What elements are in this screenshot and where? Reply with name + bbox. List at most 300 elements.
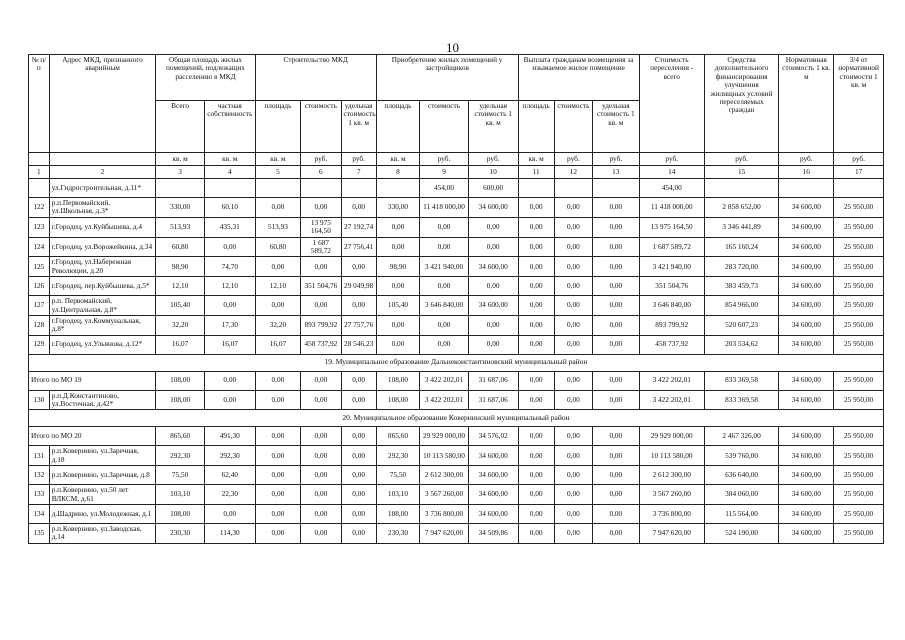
value-cell: 165 160,24 — [704, 237, 779, 257]
value-cell: 98,90 — [376, 257, 419, 277]
row-number: 130 — [29, 390, 50, 410]
value-cell: 520 607,23 — [704, 315, 779, 335]
section-row — [29, 354, 884, 371]
value-cell: 0,00 — [593, 524, 640, 544]
value-cell: 0,00 — [593, 446, 640, 466]
address-cell: р.п.Ковернино, ул.Заводская, д.14 — [49, 524, 156, 544]
unit-cell: руб. — [301, 153, 341, 166]
value-cell: 0,00 — [341, 466, 376, 485]
address-cell: г.Городец, ул.Ульянова, д.12* — [49, 335, 156, 354]
value-cell: 34 600,00 — [779, 446, 834, 466]
table-row — [29, 466, 884, 485]
value-cell: 0,00 — [554, 466, 592, 485]
column-number: 14 — [639, 166, 704, 179]
value-cell: 29 929 000,00 — [420, 427, 469, 446]
header-comp-area: площадь — [518, 101, 554, 153]
value-cell — [518, 179, 554, 198]
value-cell: 16,07 — [204, 335, 255, 354]
value-cell: 31 687,06 — [468, 371, 518, 390]
value-cell: 0,00 — [255, 390, 301, 410]
value-cell: 0,00 — [593, 427, 640, 446]
unit-cell: руб. — [554, 153, 592, 166]
total-label: Итого по МО 20 — [29, 427, 156, 446]
value-cell: 29 929 000,00 — [639, 427, 704, 446]
value-cell: 513,93 — [156, 217, 205, 237]
value-cell: 0,00 — [255, 446, 301, 466]
value-cell: 2 612 300,00 — [639, 466, 704, 485]
value-cell: 0,00 — [518, 257, 554, 277]
value-cell: 22,30 — [204, 485, 255, 505]
value-cell: 25 950,00 — [834, 257, 884, 277]
address-cell: г.Городец, ул.Набережная Революции, д.20 — [49, 257, 156, 277]
value-cell — [554, 179, 592, 198]
value-cell: 0,00 — [301, 390, 341, 410]
value-cell: 0,00 — [554, 505, 592, 524]
address-cell: г.Городец, ул.Ворожейкина, д.34 — [49, 237, 156, 257]
value-cell: 330,00 — [376, 198, 419, 218]
row-number: 127 — [29, 296, 50, 316]
value-cell: 25 950,00 — [834, 427, 884, 446]
row-number: 126 — [29, 277, 50, 296]
column-numbers-row — [29, 166, 884, 179]
table-row — [29, 277, 884, 296]
value-cell: 12,10 — [255, 277, 301, 296]
value-cell: 458 737,92 — [301, 335, 341, 354]
value-cell: 60,80 — [255, 237, 301, 257]
value-cell: 32,20 — [255, 315, 301, 335]
value-cell: 0,00 — [593, 466, 640, 485]
value-cell: 383 459,73 — [704, 277, 779, 296]
unit-cell: кв. м — [255, 153, 301, 166]
value-cell: 17,30 — [204, 315, 255, 335]
row-number: 135 — [29, 524, 50, 544]
value-cell: 34 600,00 — [779, 277, 834, 296]
table-row — [29, 446, 884, 466]
address-cell: р.п.Ковернино, ул.50 лет ВЛКСМ, д.61 — [49, 485, 156, 505]
row-number: 131 — [29, 446, 50, 466]
value-cell: 0,00 — [301, 198, 341, 218]
header-compensation: Выплата гражданам возмещения за изымаемое жилое помещение — [518, 55, 639, 101]
value-cell: 0,00 — [301, 524, 341, 544]
value-cell — [376, 179, 419, 198]
unit-cell: кв. м — [156, 153, 205, 166]
value-cell: 0,00 — [255, 485, 301, 505]
value-cell: 2 467 326,00 — [704, 427, 779, 446]
row-number: 128 — [29, 315, 50, 335]
value-cell: 108,00 — [376, 371, 419, 390]
value-cell: 0,00 — [468, 335, 518, 354]
value-cell: 0,00 — [341, 371, 376, 390]
value-cell: 0,00 — [518, 371, 554, 390]
value-cell — [204, 179, 255, 198]
value-cell: 0,00 — [301, 466, 341, 485]
value-cell: 0,00 — [554, 217, 592, 237]
total-row — [29, 371, 884, 390]
value-cell — [255, 179, 301, 198]
value-cell: 0,00 — [301, 257, 341, 277]
header-comp-cost: стоимость — [554, 101, 592, 153]
table-row — [29, 237, 884, 257]
header-relocation-cost: Стоимость переселения - всего — [639, 55, 704, 153]
value-cell: 1 687 589,72 — [301, 237, 341, 257]
value-cell: 62,40 — [204, 466, 255, 485]
value-cell: 600,00 — [468, 179, 518, 198]
value-cell: 7 947 620,00 — [420, 524, 469, 544]
value-cell: 25 950,00 — [834, 446, 884, 466]
column-number: 8 — [376, 166, 419, 179]
value-cell: 0,00 — [593, 390, 640, 410]
value-cell: 34 600,00 — [779, 427, 834, 446]
value-cell: 25 950,00 — [834, 524, 884, 544]
value-cell: 0,00 — [301, 485, 341, 505]
header-total-area: Общая площадь жилых помещений, подлежащих расселению в МКД — [156, 55, 255, 101]
value-cell: 0,00 — [420, 217, 469, 237]
value-cell: 3 736 800,00 — [420, 505, 469, 524]
column-number: 5 — [255, 166, 301, 179]
value-cell: 11 418 000,00 — [639, 198, 704, 218]
value-cell: 13 975 164,50 — [639, 217, 704, 237]
value-cell: 0,00 — [255, 466, 301, 485]
value-cell: 25 950,00 — [834, 277, 884, 296]
value-cell: 103,10 — [376, 485, 419, 505]
row-number: 124 — [29, 237, 50, 257]
value-cell: 0,00 — [554, 427, 592, 446]
value-cell: 75,50 — [156, 466, 205, 485]
value-cell — [704, 179, 779, 198]
address-cell: р.п. Первомайский, ул.Центральная, д.8* — [49, 296, 156, 316]
value-cell: 0,00 — [554, 485, 592, 505]
value-cell: 108,00 — [156, 371, 205, 390]
value-cell: 0,00 — [255, 524, 301, 544]
value-cell: 330,00 — [156, 198, 205, 218]
value-cell: 103,10 — [156, 485, 205, 505]
value-cell: 435,31 — [204, 217, 255, 237]
value-cell: 454,00 — [420, 179, 469, 198]
value-cell — [341, 179, 376, 198]
value-cell: 292,30 — [376, 446, 419, 466]
value-cell: 13 975 164,50 — [301, 217, 341, 237]
value-cell: 34 600,00 — [779, 505, 834, 524]
relocation-table — [28, 54, 884, 544]
header-norm-cost: Нормативная стоимость 1 кв. м — [779, 55, 834, 153]
value-cell: 0,00 — [518, 277, 554, 296]
row-number: 123 — [29, 217, 50, 237]
header-acq-unit: удельная стоимость 1 кв. м — [468, 101, 518, 153]
value-cell: 34 600,00 — [779, 485, 834, 505]
value-cell: 0,00 — [341, 505, 376, 524]
column-number: 12 — [554, 166, 592, 179]
value-cell: 27 757,76 — [341, 315, 376, 335]
column-number: 16 — [779, 166, 834, 179]
value-cell: 0,00 — [554, 390, 592, 410]
value-cell: 454,00 — [639, 179, 704, 198]
value-cell: 0,00 — [255, 505, 301, 524]
value-cell: 3 422 202,01 — [639, 371, 704, 390]
unit-cell: кв. м — [518, 153, 554, 166]
value-cell: 3 567 260,00 — [420, 485, 469, 505]
value-cell: 0,00 — [593, 277, 640, 296]
value-cell: 0,00 — [554, 198, 592, 218]
value-cell — [593, 179, 640, 198]
value-cell: 11 418 000,00 — [420, 198, 469, 218]
value-cell: 0,00 — [204, 296, 255, 316]
unit-cell: руб. — [834, 153, 884, 166]
value-cell: 0,00 — [376, 315, 419, 335]
value-cell: 0,00 — [255, 371, 301, 390]
value-cell: 10 113 580,00 — [639, 446, 704, 466]
value-cell: 0,00 — [518, 237, 554, 257]
value-cell: 0,00 — [593, 198, 640, 218]
value-cell: 230,30 — [156, 524, 205, 544]
value-cell: 34 600,00 — [779, 315, 834, 335]
column-number: 11 — [518, 166, 554, 179]
value-cell: 0,00 — [204, 390, 255, 410]
column-number: 17 — [834, 166, 884, 179]
value-cell: 3 422 202,01 — [639, 390, 704, 410]
value-cell: 0,00 — [518, 446, 554, 466]
row-number: 134 — [29, 505, 50, 524]
section-title: 20. Муниципальное образование Ковернинский муниципальный район — [29, 410, 884, 427]
value-cell: 0,00 — [301, 505, 341, 524]
value-cell: 0,00 — [341, 524, 376, 544]
value-cell: 0,00 — [518, 217, 554, 237]
value-cell: 0,00 — [554, 277, 592, 296]
value-cell: 25 950,00 — [834, 237, 884, 257]
value-cell — [779, 179, 834, 198]
value-cell: 74,70 — [204, 257, 255, 277]
value-cell: 0,00 — [341, 485, 376, 505]
value-cell: 0,00 — [593, 296, 640, 316]
value-cell: 12,10 — [204, 277, 255, 296]
value-cell: 25 950,00 — [834, 390, 884, 410]
value-cell: 854 966,00 — [704, 296, 779, 316]
value-cell: 105,40 — [156, 296, 205, 316]
value-cell: 0,00 — [554, 315, 592, 335]
value-cell: 351 504,76 — [639, 277, 704, 296]
value-cell: 0,00 — [204, 371, 255, 390]
value-cell: 230,30 — [376, 524, 419, 544]
value-cell: 283 720,00 — [704, 257, 779, 277]
value-cell: 351 504,76 — [301, 277, 341, 296]
value-cell: 0,00 — [593, 237, 640, 257]
column-number: 15 — [704, 166, 779, 179]
value-cell: 0,00 — [518, 427, 554, 446]
value-cell: 34 600,00 — [779, 257, 834, 277]
address-cell: д.Шадрино, ул.Молодежная, д.1 — [49, 505, 156, 524]
header-acq-area: площадь — [376, 101, 419, 153]
value-cell: 34 600,00 — [779, 335, 834, 354]
address-cell: ул.Гидростроительная, д.11* — [49, 179, 156, 198]
value-cell: 34 600,00 — [468, 505, 518, 524]
value-cell: 539 760,00 — [704, 446, 779, 466]
address-cell: р.п.Ковернино, ул.Заречная, д.18 — [49, 446, 156, 466]
value-cell: 3 346 441,89 — [704, 217, 779, 237]
column-number: 9 — [420, 166, 469, 179]
column-number: 1 — [29, 166, 50, 179]
value-cell: 0,00 — [518, 198, 554, 218]
value-cell: 27 192,74 — [341, 217, 376, 237]
value-cell: 0,00 — [341, 390, 376, 410]
table-row — [29, 505, 884, 524]
value-cell: 60,10 — [204, 198, 255, 218]
value-cell: 0,00 — [301, 446, 341, 466]
row-number: 133 — [29, 485, 50, 505]
address-cell: г.Городец, ул.Коммунальная, д.8* — [49, 315, 156, 335]
unit-cell: кв. м — [376, 153, 419, 166]
value-cell: 0,00 — [301, 427, 341, 446]
value-cell: 34 600,00 — [468, 446, 518, 466]
value-cell: 0,00 — [341, 446, 376, 466]
value-cell: 0,00 — [554, 335, 592, 354]
value-cell: 0,00 — [255, 296, 301, 316]
header-address: Адрес МКД, признанного аварийным — [49, 55, 156, 153]
value-cell: 3 421 940,00 — [420, 257, 469, 277]
value-cell: 0,00 — [468, 315, 518, 335]
address-cell: р.п.Д.Константиново, ул.Восточная, д.42* — [49, 390, 156, 410]
value-cell: 0,00 — [518, 315, 554, 335]
value-cell: 292,30 — [156, 446, 205, 466]
value-cell: 32,20 — [156, 315, 205, 335]
value-cell: 34 600,00 — [779, 198, 834, 218]
header-acq-cost: стоимость — [420, 101, 469, 153]
header-total-all: Всего — [156, 101, 205, 153]
value-cell — [156, 179, 205, 198]
value-cell: 27 756,41 — [341, 237, 376, 257]
value-cell: 0,00 — [255, 427, 301, 446]
value-cell: 0,00 — [376, 335, 419, 354]
value-cell: 34 600,00 — [779, 296, 834, 316]
value-cell: 60,80 — [156, 237, 205, 257]
table-header — [29, 55, 884, 179]
value-cell: 0,00 — [518, 335, 554, 354]
value-cell: 636 640,00 — [704, 466, 779, 485]
column-number: 4 — [204, 166, 255, 179]
column-number: 2 — [49, 166, 156, 179]
address-cell: р.п.Ковернино, ул.Заречная, д.8 — [49, 466, 156, 485]
value-cell: 0,00 — [554, 446, 592, 466]
value-cell: 25 950,00 — [834, 485, 884, 505]
value-cell: 75,50 — [376, 466, 419, 485]
value-cell: 0,00 — [204, 505, 255, 524]
table-row — [29, 217, 884, 237]
row-number: 132 — [29, 466, 50, 485]
value-cell: 513,93 — [255, 217, 301, 237]
column-number: 3 — [156, 166, 205, 179]
value-cell: 3 646 840,00 — [420, 296, 469, 316]
value-cell: 34 576,02 — [468, 427, 518, 446]
value-cell: 0,00 — [554, 257, 592, 277]
value-cell: 0,00 — [554, 524, 592, 544]
value-cell: 0,00 — [518, 485, 554, 505]
value-cell: 0,00 — [593, 335, 640, 354]
address-cell: г.Городец, ул.Куйбышева, д.4 — [49, 217, 156, 237]
value-cell: 865,60 — [376, 427, 419, 446]
value-cell: 3 567 260,00 — [639, 485, 704, 505]
table-row — [29, 296, 884, 316]
value-cell: 16,07 — [156, 335, 205, 354]
value-cell: 34 600,00 — [468, 296, 518, 316]
value-cell: 34 600,00 — [779, 371, 834, 390]
value-cell: 98,90 — [156, 257, 205, 277]
value-cell: 0,00 — [204, 237, 255, 257]
value-cell: 34 600,00 — [779, 217, 834, 237]
header-additional-funds: Средства дополнительного финансирования улучшения жилищных условий переселяемых граждан — [704, 55, 779, 153]
column-number: 6 — [301, 166, 341, 179]
value-cell: 25 950,00 — [834, 466, 884, 485]
header-constr-area: площадь — [255, 101, 301, 153]
header-constr-cost: стоимость — [301, 101, 341, 153]
value-cell: 29 049,98 — [341, 277, 376, 296]
units-row — [29, 153, 884, 166]
unit-cell: руб. — [704, 153, 779, 166]
value-cell: 0,00 — [376, 237, 419, 257]
total-label: Итого по МО 19 — [29, 371, 156, 390]
value-cell: 2 858 652,00 — [704, 198, 779, 218]
value-cell: 0,00 — [376, 277, 419, 296]
unit-cell: руб. — [341, 153, 376, 166]
value-cell: 458 737,92 — [639, 335, 704, 354]
unit-cell: руб. — [593, 153, 640, 166]
value-cell: 1 687 589,72 — [639, 237, 704, 257]
total-row — [29, 427, 884, 446]
section-row — [29, 410, 884, 427]
value-cell: 0,00 — [420, 315, 469, 335]
value-cell: 0,00 — [593, 485, 640, 505]
value-cell: 0,00 — [593, 257, 640, 277]
column-number: 13 — [593, 166, 640, 179]
value-cell: 10 113 580,00 — [420, 446, 469, 466]
value-cell: 833 369,58 — [704, 390, 779, 410]
value-cell: 833 369,58 — [704, 371, 779, 390]
value-cell: 0,00 — [341, 296, 376, 316]
value-cell: 0,00 — [468, 237, 518, 257]
value-cell: 34 600,00 — [468, 257, 518, 277]
value-cell: 3 646 840,00 — [639, 296, 704, 316]
value-cell: 203 534,62 — [704, 335, 779, 354]
table-row — [29, 315, 884, 335]
value-cell: 524 190,00 — [704, 524, 779, 544]
value-cell: 0,00 — [301, 296, 341, 316]
value-cell: 0,00 — [593, 217, 640, 237]
value-cell: 865,60 — [156, 427, 205, 446]
address-cell: г.Городец, пер.Куйбышева, д.5* — [49, 277, 156, 296]
header-constr-unit: удельная стоимость 1 кв. м — [341, 101, 376, 153]
value-cell: 0,00 — [468, 277, 518, 296]
value-cell: 0,00 — [518, 390, 554, 410]
table-row — [29, 335, 884, 354]
value-cell: 108,00 — [156, 505, 205, 524]
value-cell: 115 564,00 — [704, 505, 779, 524]
value-cell: 0,00 — [554, 371, 592, 390]
table-row — [29, 485, 884, 505]
row-number: 129 — [29, 335, 50, 354]
row-number: 122 — [29, 198, 50, 218]
header-comp-unit: удельная стоимость 1 кв. м — [593, 101, 640, 153]
value-cell: 34 600,00 — [779, 237, 834, 257]
value-cell: 0,00 — [593, 315, 640, 335]
table-row — [29, 524, 884, 544]
unit-cell: руб. — [420, 153, 469, 166]
value-cell: 108,00 — [376, 390, 419, 410]
value-cell: 0,00 — [341, 427, 376, 446]
row-number — [29, 179, 50, 198]
row-number: 125 — [29, 257, 50, 277]
address-cell: р.п.Первомайский, ул.Школьная, д.3* — [49, 198, 156, 218]
value-cell: 12,10 — [156, 277, 205, 296]
value-cell — [301, 179, 341, 198]
value-cell: 0,00 — [518, 466, 554, 485]
value-cell: 28 546,23 — [341, 335, 376, 354]
